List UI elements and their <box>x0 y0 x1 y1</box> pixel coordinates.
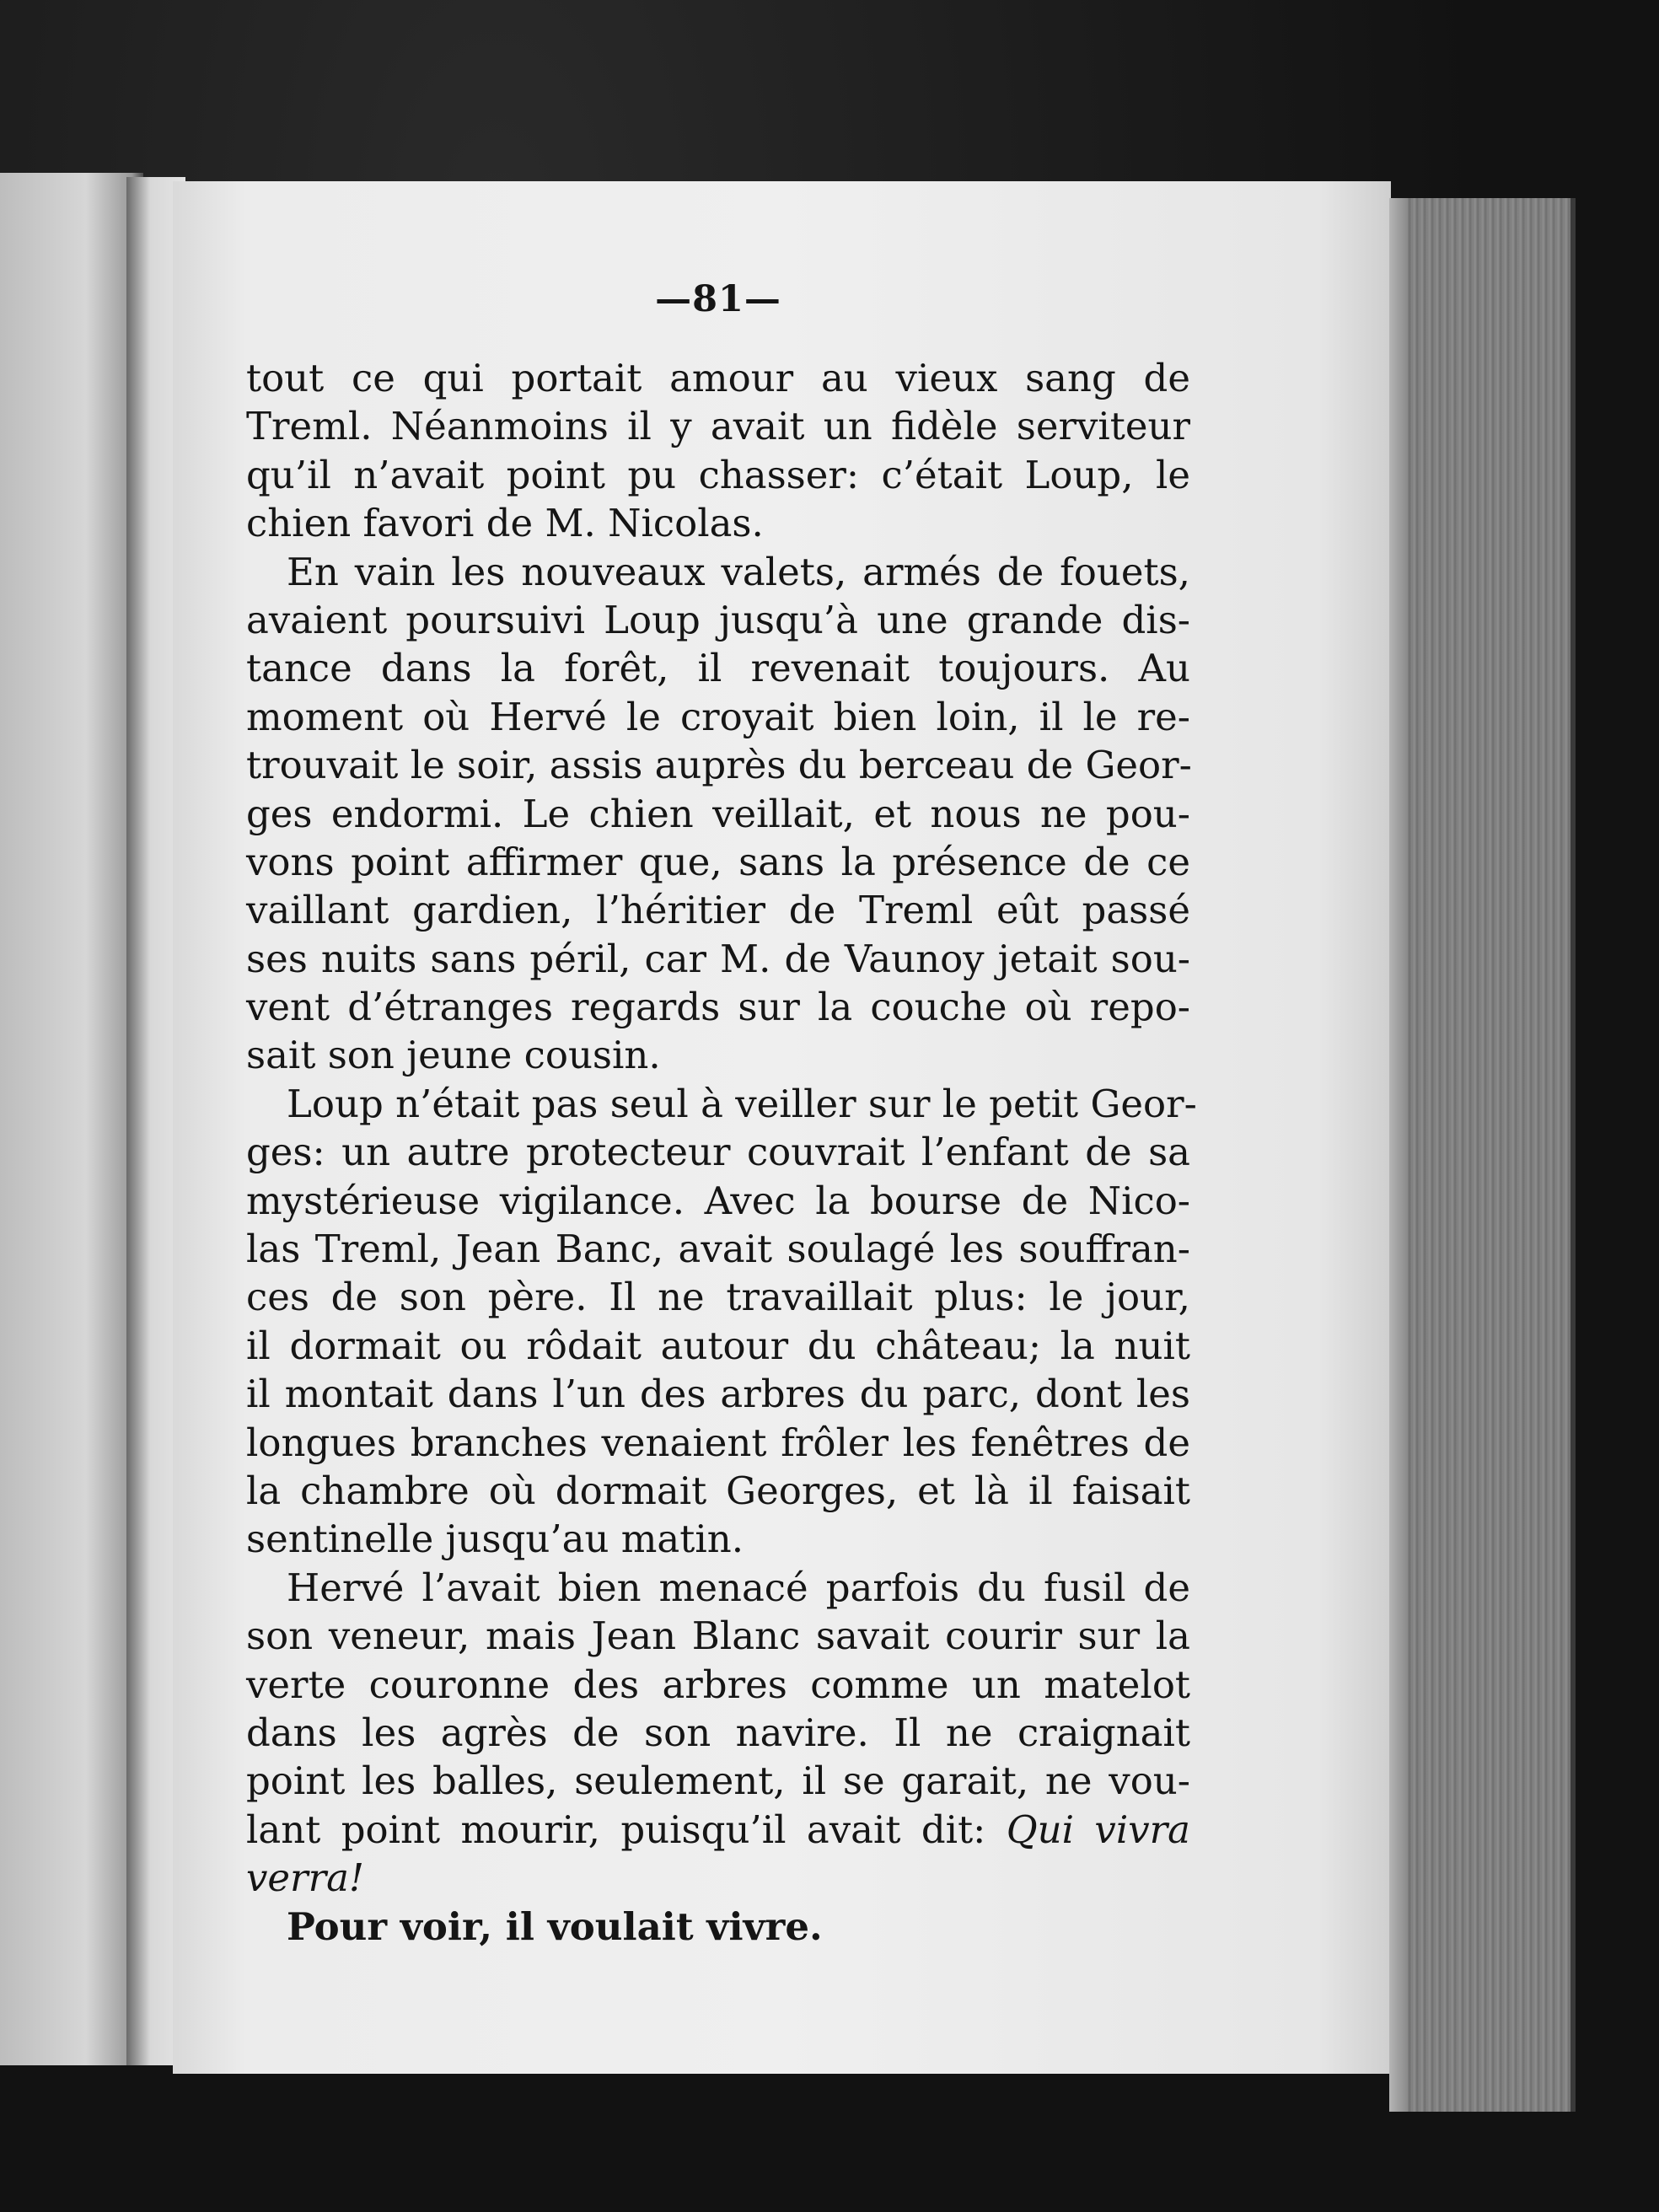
text-line: vons point affirmer que, sans la présence de ce <box>246 839 1190 884</box>
text-line: ges endormi. Le chien veillait, et nous ne pou- <box>246 791 1190 836</box>
page-edge-highlight <box>1389 198 1408 2112</box>
page-block-edges <box>1389 198 1576 2112</box>
text-line: trouvait le soir, assis auprès du berceau de Geor- <box>246 743 1192 788</box>
left-page-edge <box>0 173 143 2065</box>
text-line: verte couronne des arbres comme un matelot <box>246 1662 1190 1707</box>
text-line: chien favori de M. Nicolas. <box>246 501 764 546</box>
text-line: la chambre où dormait Georges, et là il faisait <box>246 1468 1190 1513</box>
text-line: sait son jeune cousin. <box>246 1033 661 1078</box>
paragraph-start-line: Hervé l’avait bien menacé parfois du fusil de <box>287 1565 1190 1610</box>
paragraph-start-line: Loup n’était pas seul à veiller sur le petit Geor- <box>287 1081 1197 1126</box>
page-text-block <box>246 278 1197 1951</box>
text-line: longues branches venaient frôler les fenêtres de <box>246 1420 1190 1465</box>
text-line: sentinelle jusqu’au matin. <box>246 1517 744 1562</box>
text-line: ges: un autre protecteur couvrait l’enfant de sa <box>246 1130 1190 1175</box>
text-line: ces de son père. Il ne travaillait plus: le jour, <box>246 1275 1190 1320</box>
text-line: tance dans la forêt, il revenait toujours. Au <box>246 646 1190 691</box>
text-line: tout ce qui portait amour au vieux sang de <box>246 356 1190 400</box>
text-line: vaillant gardien, l’héritier de Treml eût passé <box>246 888 1190 933</box>
text-line: Treml. Néanmoins il y avait un fidèle serviteur <box>246 404 1190 449</box>
text-line: il dormait ou rôdait autour du château; la nuit <box>246 1323 1190 1368</box>
text-line: il montait dans l’un des arbres du parc, dont les <box>246 1372 1190 1417</box>
text-line: vent d’étranges regards sur la couche où repo- <box>246 985 1190 1030</box>
page-number: —81— <box>655 278 781 320</box>
text-line: qu’il n’avait point pu chasser: c’était Loup, le <box>246 452 1190 497</box>
text-line: dans les agrès de son navire. Il ne craignait <box>246 1710 1190 1755</box>
text-line-with-italic <box>246 1806 1190 1854</box>
text-segment: lant point mourir, puisqu’il avait dit: <box>246 1807 986 1852</box>
text-line: avaient poursuivi Loup jusqu’à une grande dis- <box>246 597 1190 642</box>
italic-phrase: Qui vivra <box>1006 1807 1190 1852</box>
text-line: son veneur, mais Jean Blanc savait courir sur la <box>246 1613 1190 1659</box>
text-line: las Treml, Jean Banc, avait soulagé les souffran- <box>246 1227 1190 1272</box>
text-line: moment où Hervé le croyait bien loin, il le re- <box>246 694 1190 739</box>
text-line: ses nuits sans péril, car M. de Vaunoy jetait sou- <box>246 936 1190 981</box>
paragraph-start-line: En vain les nouveaux valets, armés de fouets, <box>287 549 1190 594</box>
closing-line: Pour voir, il voulait vivre. <box>287 1903 823 1949</box>
italic-line: verra! <box>246 1855 364 1901</box>
text-line: mystérieuse vigilance. Avec la bourse de Nico- <box>246 1178 1190 1223</box>
text-line: point les balles, seulement, il se garait, ne vou- <box>246 1758 1190 1804</box>
